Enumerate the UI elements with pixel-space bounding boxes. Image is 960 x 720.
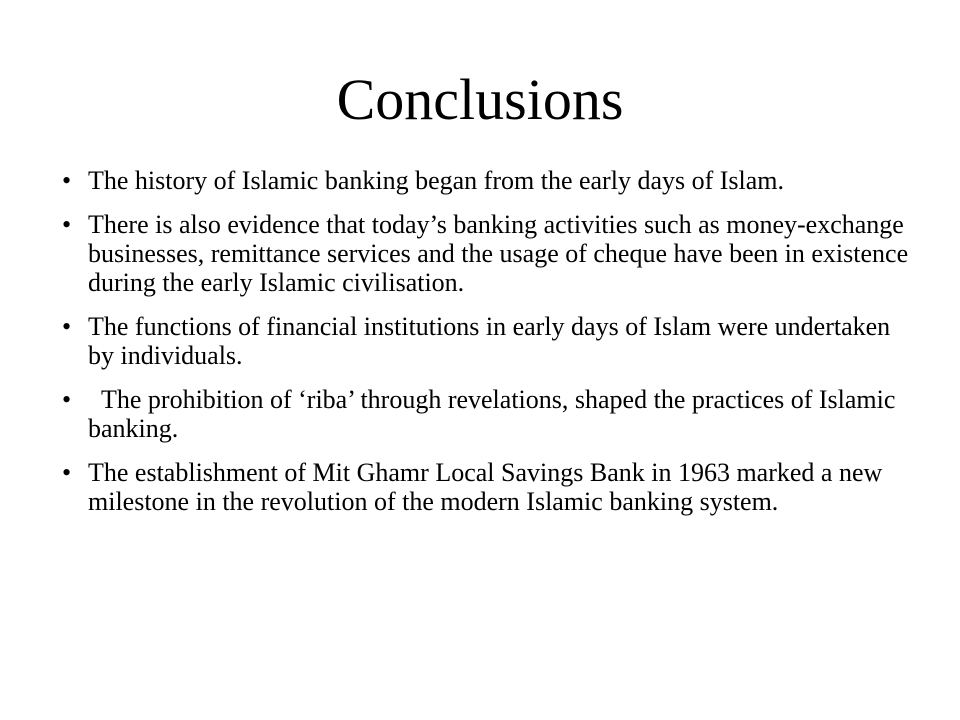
bullet-item: [52, 210, 922, 297]
slide-title: Conclusions: [336, 67, 624, 132]
bullet-text: The functions of financial institutions in early days of Islam were undertaken by individuals.: [88, 312, 897, 370]
bullet-text: The history of Islamic banking began from the early days of Islam.: [88, 166, 785, 195]
bullet-icon: •: [62, 312, 72, 341]
bullet-icon: •: [62, 458, 72, 487]
bullet-icon: •: [62, 210, 72, 239]
bullet-item: [52, 458, 922, 516]
bullet-item: [52, 166, 922, 195]
bullet-item: [52, 312, 922, 370]
bullet-text: The establishment of Mit Ghamr Local Savings Bank in 1963 marked a new milestone in the revolution of the modern Islamic banking system.: [88, 458, 889, 516]
bullet-list: [52, 166, 922, 531]
bullet-text: The prohibition of ‘riba’ through revelations, shaped the practices of Islamic banking.: [88, 385, 902, 443]
bullet-text: There is also evidence that today’s banking activities such as money-exchange businesses, remittance services and the usage of cheque have been in existence during the early Islamic civilisation.: [88, 210, 915, 297]
bullet-icon: •: [62, 166, 72, 195]
bullet-icon: •: [62, 385, 72, 414]
bullet-item: [52, 385, 922, 443]
